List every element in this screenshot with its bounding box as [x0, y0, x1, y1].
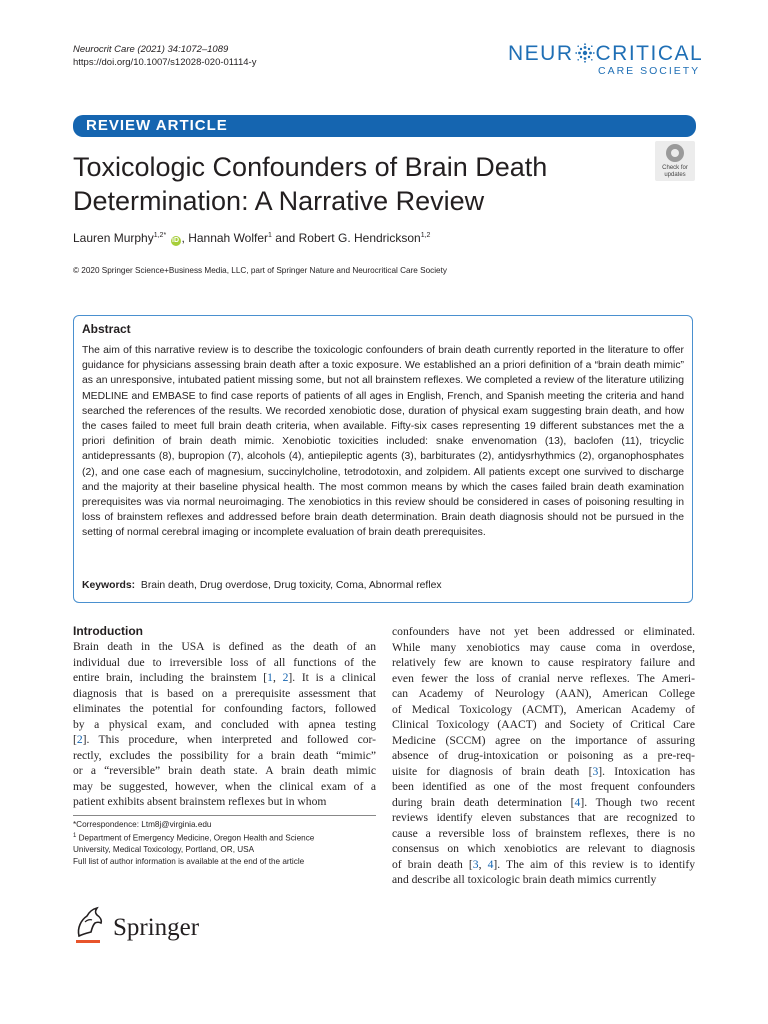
publisher-name: Springer	[113, 914, 200, 941]
body-text-segment: of Medical Toxicology (ACMT), American Academy of	[392, 702, 695, 716]
title-line-1: Toxicologic Confounders of Brain Death	[73, 152, 548, 182]
body-text-segment: can Academy of Neurology (AAN), American College	[392, 687, 695, 700]
logo-text-right: CRITICAL	[595, 42, 704, 65]
body-text-line	[392, 826, 695, 842]
body-text-segment: ,	[478, 857, 488, 871]
orcid-icon[interactable]: iD	[172, 237, 180, 244]
introduction-heading: Introduction	[73, 624, 143, 638]
check-for-updates-icon	[666, 144, 684, 162]
body-text-segment: cause a reversible loss of brainstem reflexes, there is no	[392, 826, 695, 840]
body-text-segment: uisite for diagnosis of brain death [	[392, 764, 593, 778]
body-text-segment: eliminates the potential for confounding factors, followed	[73, 702, 376, 715]
check-for-updates-badge[interactable]	[655, 141, 695, 181]
body-text-segment: relatively few are known to cause respiratory failure and	[392, 656, 695, 669]
author-name[interactable]: , Hannah Wolfer	[181, 231, 269, 245]
body-text-line	[392, 795, 695, 811]
body-text-line	[73, 794, 376, 810]
abstract-text: The aim of this narrative review is to describe the toxicologic confounders of brain death currently reported in the literature to offer guidance for physicians assessing brain death after a toxic exposure. We established an a priori definition of a “brain death mimic” as an unresponsive, intubated patient missing some, but not all brainstem reflexes. We completed a review of the literature utilizing MEDLINE and EMBASE to find case reports of patients of all ages in English, French, and Spanish meeting the criteria and hand searched the references of the results. We recorded xenobiotic dose, duration of physical exam suggesting brain death, and how the cases failed to meet full brain death criteria, when available. Fifty-six cases representing 19 different substances met the a priori definition of brain death mimic. Xenobiotic toxicities included: snake envenomation (13), baclofen (11), tricyclic antidepressants (8), bupropion (7), alcohols (4), antiepileptic agents (3), barbiturates (2), antidysrhythmics (2), organophosphates (2), and one case each of magnesium, succinylcholine, tetrodotoxin, and zolpidem. All patients except one survived to discharge and the majority at their baseline physical health. The most common means by which the cases failed brain death examination prerequisites was via normal neuroimaging. The xenobiotics in this review should be considered in cases of poisoning resulting in loss of brainstem reflexes and addressed before brain death determination. Brain death diagnosis should not be pursued in the setting of normal cerebral imaging or incomplete evaluation of brain death prerequisites.	[82, 345, 684, 539]
body-text-line	[392, 671, 695, 687]
logo-subtitle: CARE SOCIETY	[598, 65, 701, 77]
body-text-line	[392, 872, 695, 888]
body-text-line	[73, 717, 376, 733]
footnotes	[73, 815, 376, 868]
citation-link[interactable]: 2	[76, 733, 83, 746]
body-text-line	[73, 670, 376, 686]
body-text-segment: Brain death in the USA is defined as the death of an	[73, 640, 376, 653]
footnote-divider	[73, 815, 376, 816]
body-text-line	[73, 763, 376, 779]
body-text-line	[392, 748, 695, 764]
body-text-segment: diagnosis that is based on a prerequisite assessment that	[73, 686, 376, 700]
body-text-line	[392, 717, 695, 733]
citation-link[interactable]: 4	[487, 857, 494, 871]
body-text-line	[392, 686, 695, 702]
article-type-banner	[73, 115, 696, 137]
author-affiliation-sup: 1,2*	[153, 232, 167, 239]
check-for-updates-line-1: Check for	[662, 165, 688, 171]
body-text-segment: ]. It is a clinical	[288, 671, 377, 684]
body-text-segment: While many xenobiotics may cause coma in overdose,	[392, 640, 695, 654]
body-text-segment: ]. Though two recent	[580, 795, 695, 809]
springer-horse-icon	[73, 906, 107, 944]
citation-link[interactable]: 3	[472, 857, 479, 871]
citation-link[interactable]: 1	[267, 671, 273, 684]
body-text-line	[392, 702, 695, 718]
body-text-segment: of brain death [	[392, 857, 473, 871]
body-text-segment: confounders have not yet been addressed or eliminated.	[392, 625, 695, 638]
body-text-line	[73, 639, 376, 655]
copyright-notice: © 2020 Springer Science+Business Media, LLC, part of Springer Nature and Neurocritical Care Society	[73, 266, 447, 275]
body-text-line	[73, 686, 376, 702]
body-text-segment: [	[73, 733, 77, 746]
affiliation-note	[73, 831, 376, 845]
body-text-segment: consensus on which xenobiotics are relevant to diagnosis	[392, 842, 695, 855]
body-text-segment: reviews identify eleven substances that are recognized to	[392, 811, 695, 824]
author-affiliation-sup: 1,2	[420, 232, 431, 239]
body-text-line	[392, 733, 695, 749]
body-text-segment: individual due to irreversible loss of all functions of the	[73, 655, 376, 669]
body-column-left	[73, 639, 376, 810]
body-text-line	[392, 857, 695, 873]
body-text-line	[392, 810, 695, 826]
springer-logo	[73, 906, 223, 948]
full-author-info-note: Full list of author information is available at the end of the article	[73, 857, 305, 867]
body-text-segment: ]. This procedure, when interpreted and followed cor-	[82, 733, 376, 746]
brain-orb-icon	[575, 43, 595, 63]
author-name[interactable]: and Robert G. Hendrickson	[271, 231, 421, 245]
body-text-line	[73, 732, 376, 748]
citation-link[interactable]: 3	[592, 764, 599, 778]
body-text-segment: may be suggested, however, when the clinical exam of a	[73, 779, 376, 793]
body-text-segment: even fewer the loss of cranial nerve reflexes. The Ameri-	[392, 671, 695, 685]
body-text-segment: or a “reversible” brain death state. A brain death mimic	[73, 764, 376, 777]
body-text-line	[73, 655, 376, 671]
citation-link[interactable]: 4	[574, 795, 581, 809]
body-text-segment: during brain death determination [	[392, 795, 575, 809]
society-logo	[508, 42, 704, 82]
body-text-segment: patient exhibits absent brainstem reflexes but in whom	[73, 795, 327, 808]
citation-link[interactable]: 2	[282, 671, 289, 684]
body-text-segment: ]. Intoxication has	[598, 764, 695, 778]
abstract-heading: Abstract	[82, 322, 131, 336]
body-text-line	[73, 779, 376, 795]
affiliation-line-2: University, Medical Toxicology, Portland, OR, USA	[73, 845, 255, 855]
author-name[interactable]: Lauren Murphy	[73, 231, 154, 245]
title-line-2: Determination: A Narrative Review	[73, 186, 485, 216]
body-text-line	[392, 764, 695, 780]
body-text-line	[392, 779, 695, 795]
body-column-right	[392, 624, 695, 888]
author-affiliation-sup: 1	[268, 232, 272, 239]
journal-citation-block	[73, 43, 256, 69]
keywords-list: Brain death, Drug overdose, Drug toxicity, Coma, Abnormal reflex	[140, 580, 442, 591]
body-text-segment: Medicine (SCCM) agree on the importance of assuring	[392, 733, 695, 747]
body-text-segment: entire brain, including the brainstem [	[73, 671, 268, 684]
keywords-line	[82, 578, 684, 593]
body-text-segment: absence of drug-intoxication or poisoning as a pre-req-	[392, 749, 695, 762]
body-text-line	[73, 701, 376, 717]
body-text-line	[392, 640, 695, 656]
body-text-line	[392, 841, 695, 857]
body-text-segment: rectly, excludes the possibility for a brain death “mimic”	[73, 748, 376, 762]
article-title	[73, 150, 633, 218]
affiliation-line-1: Department of Emergency Medicine, Oregon Health and Science	[76, 833, 315, 843]
body-text-line	[392, 655, 695, 671]
body-text-line	[392, 624, 695, 640]
body-text-segment: and describe all toxicologic brain death mimics currently	[392, 873, 657, 886]
body-text-segment: ]. The aim of this review is to identify	[493, 857, 695, 871]
logo-text-left: NEUR	[508, 42, 574, 65]
body-text-line	[73, 748, 376, 764]
check-for-updates-line-2: updates	[664, 172, 686, 178]
body-text-segment: been identified as one of the most frequent confounders	[392, 780, 695, 793]
correspondence-note: *Correspondence: Ltm8j@virginia.edu	[73, 820, 212, 829]
article-type-label: REVIEW ARTICLE	[86, 117, 228, 134]
journal-citation: Neurocrit Care (2021) 34:1072–1089	[73, 44, 229, 55]
keywords-label: Keywords:	[82, 580, 136, 591]
doi-link[interactable]: https://doi.org/10.1007/s12028-020-01114-y	[73, 57, 257, 68]
body-text-segment: Clinical Toxicology (AACT) and Society of Critical Care	[392, 718, 695, 731]
body-text-segment: ,	[272, 671, 283, 684]
body-text-segment: by a physical exam, and concluded with apnea testing	[73, 717, 376, 731]
affiliation-sup: 1	[73, 832, 77, 839]
author-list	[73, 231, 430, 246]
